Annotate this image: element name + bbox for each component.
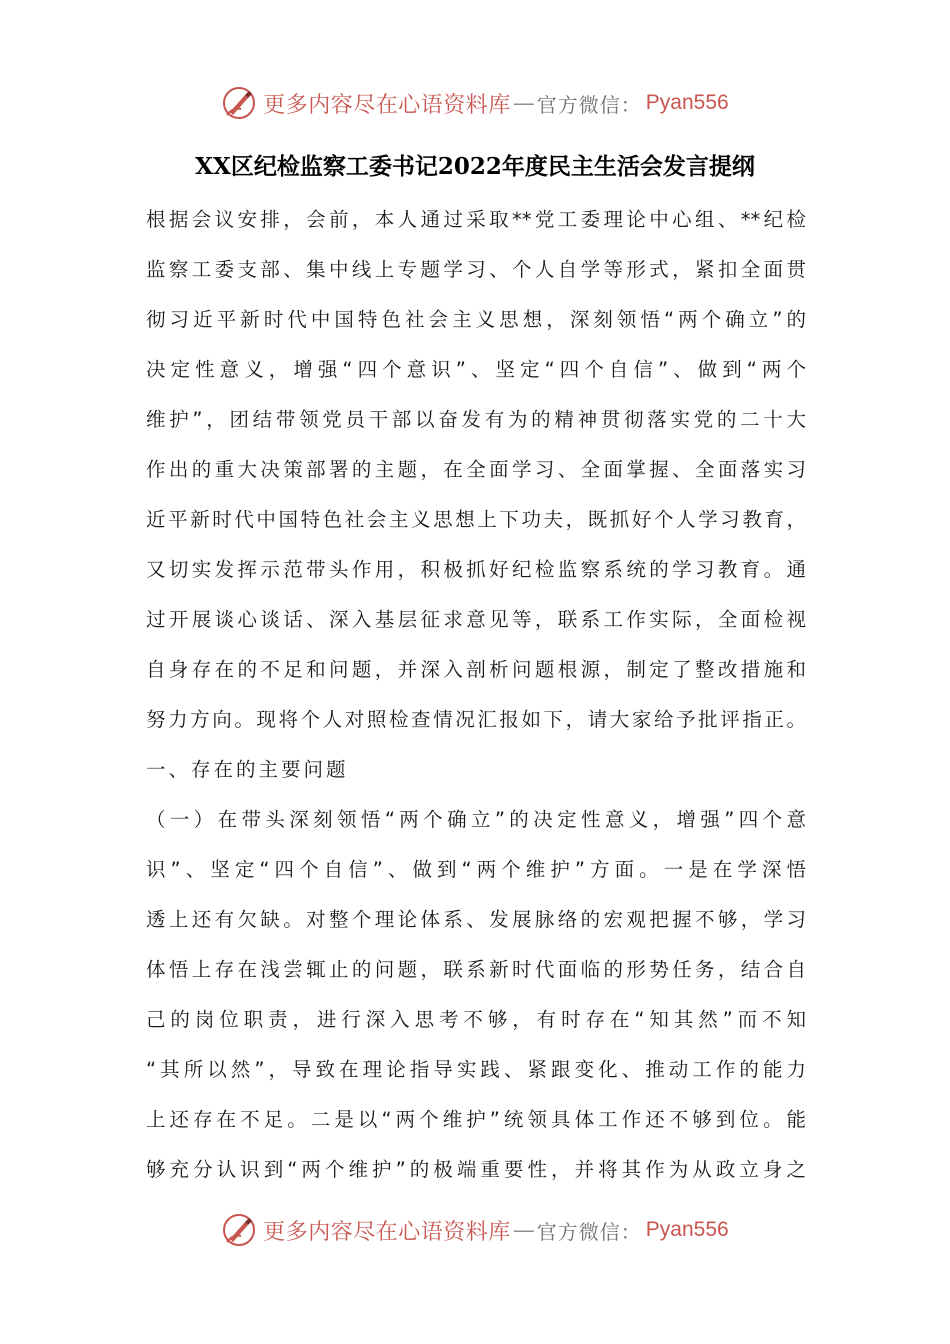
document-title: XX区纪检监察工委书记2022年度民主生活会发言提纲 — [195, 153, 755, 180]
body-text-line: 透上还有欠缺。对整个理论体系、发展脉络的宏观把握不够，学习 — [146, 908, 806, 931]
body-text-line: 己的岗位职责，进行深入思考不够，有时存在“知其然”而不知 — [146, 1008, 806, 1031]
header-watermark-banner — [0, 83, 950, 123]
body-text-line: 决定性意义，增强“四个意识”、坚定“四个自信”、做到“两个 — [146, 358, 806, 381]
body-text-line: 过开展谈心谈话、深入基层征求意见等，联系工作实际，全面检视 — [146, 608, 806, 631]
pen-circle-logo-icon — [221, 85, 257, 121]
banner-dash: — — [512, 90, 535, 116]
banner-dash: — — [512, 1217, 535, 1243]
body-text-line: 努力方向。现将个人对照检查情况汇报如下，请大家给予批评指正。 — [146, 708, 806, 731]
section-heading: 一、存在的主要问题 — [146, 758, 349, 781]
body-text-line: 够充分认识到“两个维护”的极端重要性，并将其作为从政立身之 — [146, 1158, 806, 1181]
banner-brand-text: 更多内容尽在心语资料库 — [263, 1219, 511, 1245]
footer-watermark-banner — [0, 1210, 950, 1250]
body-text-line: （一）在带头深刻领悟“两个确立”的决定性意义，增强”四个意 — [146, 808, 806, 831]
body-text-line: 根据会议安排，会前，本人通过采取**党工委理论中心组、**纪检 — [146, 208, 806, 231]
body-text-line: “其所以然”，导致在理论指导实践、紧跟变化、推动工作的能力 — [146, 1058, 806, 1081]
banner-official-label: 官方微信： — [536, 92, 642, 117]
body-text-line: 又切实发挥示范带头作用，积极抓好纪检监察系统的学习教育。通 — [146, 558, 806, 581]
body-text-line: 识”、坚定“四个自信”、做到“两个维护”方面。一是在学深悟 — [146, 858, 806, 881]
pen-circle-logo-icon — [221, 1212, 257, 1248]
body-text-line: 上还存在不足。二是以“两个维护”统领具体工作还不够到位。能 — [146, 1108, 806, 1131]
banner-wechat-id: Pyan556 — [645, 91, 729, 114]
banner-brand-text: 更多内容尽在心语资料库 — [263, 92, 511, 118]
body-text-line: 监察工委支部、集中线上专题学习、个人自学等形式，紧扣全面贯 — [146, 258, 806, 281]
body-text-line: 自身存在的不足和问题，并深入剖析问题根源，制定了整改措施和 — [146, 658, 806, 681]
banner-wechat-id: Pyan556 — [645, 1218, 729, 1241]
body-text-line: 近平新时代中国特色社会主义思想上下功夫，既抓好个人学习教育， — [146, 508, 806, 531]
body-text-line: 维护”，团结带领党员干部以奋发有为的精神贯彻落实党的二十大 — [146, 408, 806, 431]
body-text-line: 彻习近平新时代中国特色社会主义思想，深刻领悟“两个确立”的 — [146, 308, 806, 331]
body-text-line: 体悟上存在浅尝辄止的问题，联系新时代面临的形势任务，结合自 — [146, 958, 806, 981]
banner-official-label: 官方微信： — [536, 1219, 642, 1244]
body-text-line: 作出的重大决策部署的主题，在全面学习、全面掌握、全面落实习 — [146, 458, 806, 481]
